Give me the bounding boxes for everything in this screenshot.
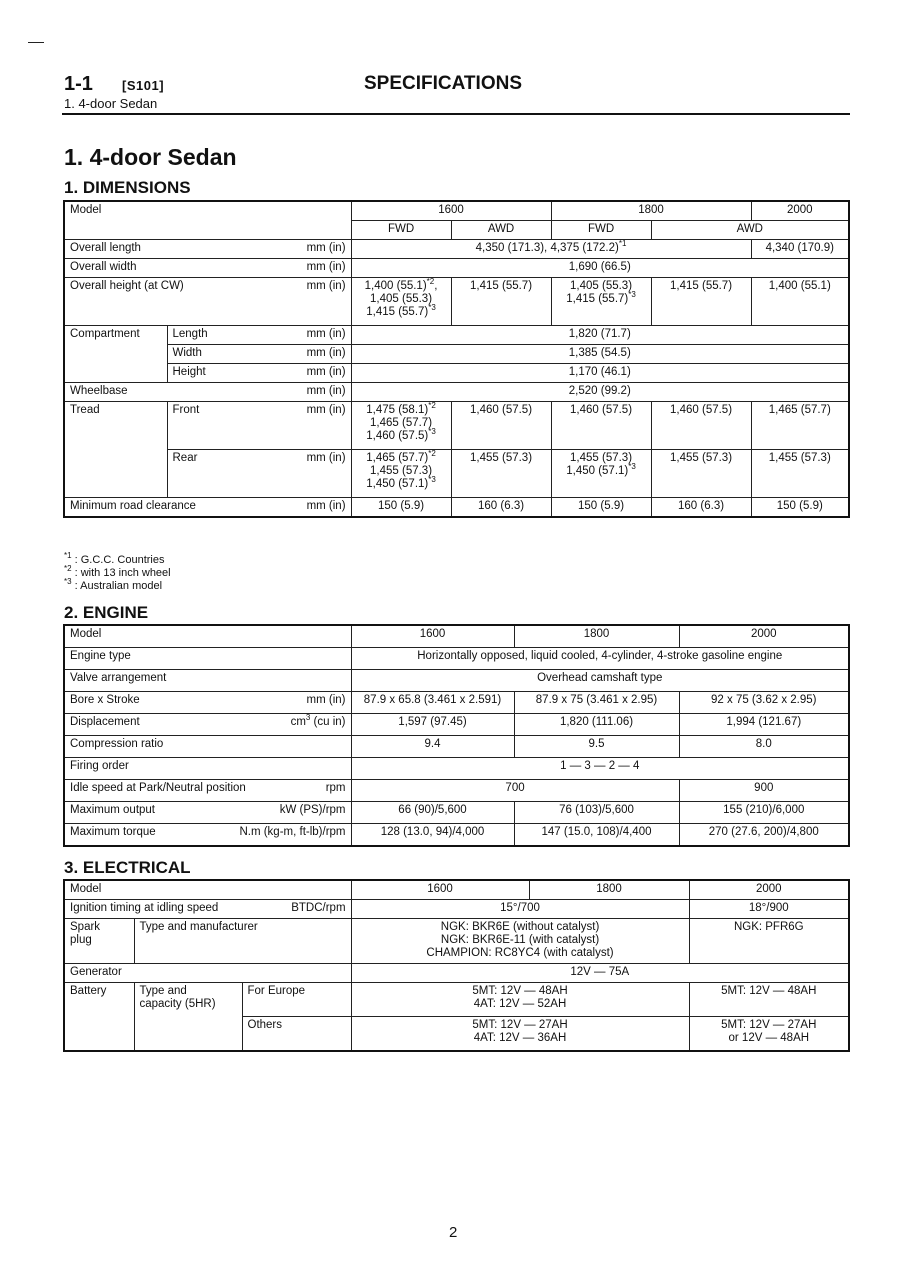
unit: rpm — [264, 780, 351, 802]
sub-label: Height — [167, 364, 289, 383]
row-label: Ignition timing at idling speed BTDC/rpm — [64, 900, 351, 919]
model-1800: 1800 — [514, 625, 679, 648]
unit: $cm^3$ (cu in) — [264, 714, 351, 736]
model-2000: 2000 — [689, 880, 849, 900]
drive-fwd: FWD — [351, 221, 451, 240]
cell-value: 1,415 (55.7) — [651, 278, 751, 326]
model-1800: 1800 — [551, 201, 751, 221]
cell-value: 270 (27.6, 200)/4,800 — [679, 824, 849, 847]
cell-value: 5MT: 12V — 48AH 4AT: 12V — 52AH — [351, 983, 689, 1017]
table-row — [64, 802, 849, 824]
table-row — [64, 259, 849, 278]
cell-value: 92 x 75 (3.62 x 2.95) — [679, 692, 849, 714]
table-row — [64, 670, 849, 692]
cell-value: 1,405 (55.3) 1,415 $(55.7)^{*3}$ — [551, 278, 651, 326]
cell-value: 76 (103)/5,600 — [514, 802, 679, 824]
unit: mm (in) — [289, 498, 351, 518]
table-row — [64, 402, 849, 450]
table-row — [64, 780, 849, 802]
cell-value: 1,400 (55.1) — [751, 278, 849, 326]
cell-value: 1,465 $(57.7)^{*2}$ 1,455 (57.3) 1,450 $(57.1)^{*3}$ — [351, 450, 451, 498]
model-label: Model — [64, 625, 351, 648]
row-label: Overall length — [64, 240, 289, 259]
footnote: $^{*3}$ : Australian model — [64, 577, 163, 592]
row-label: Generator — [64, 964, 351, 983]
section-number: 1-1 — [64, 73, 93, 95]
cell-value: 1,170 (46.1) — [351, 364, 849, 383]
cell-value: 1,460 (57.5) — [551, 402, 651, 450]
sub-label: Length — [167, 326, 289, 345]
cell-value: 900 — [679, 780, 849, 802]
table-row — [64, 498, 849, 518]
cell-value: 66 (90)/5,600 — [351, 802, 514, 824]
table-row — [64, 983, 849, 1017]
cell-value: 1,455 (57.3) — [751, 450, 849, 498]
cell-value: 2,520 (99.2) — [351, 383, 849, 402]
sub-label: Type and capacity (5HR) — [134, 983, 242, 1051]
model-1600: 1600 — [351, 880, 529, 900]
row-label: Overall height (at CW) — [64, 278, 289, 326]
sub-label: Type and manufacturer — [134, 919, 351, 964]
table-row — [64, 648, 849, 670]
page-title: SPECIFICATIONS — [364, 73, 522, 94]
model-label: Model — [64, 201, 351, 240]
drive-fwd: FWD — [551, 221, 651, 240]
table-row — [64, 824, 849, 847]
cell-value: 4,340 (170.9) — [751, 240, 849, 259]
sub-label: Front — [167, 402, 289, 450]
row-label: Tread — [64, 402, 167, 498]
cell-value: 1,455 (57.3) — [651, 450, 751, 498]
dimensions-table — [63, 200, 850, 518]
cell-value: 5MT: 12V — 27AH or 12V — 48AH — [689, 1017, 849, 1051]
table-row — [64, 364, 849, 383]
cell-value: 1,994 (121.67) — [679, 714, 849, 736]
sub-label: For Europe — [242, 983, 351, 1017]
sub-label: Width — [167, 345, 289, 364]
page-number: 2 — [449, 1224, 458, 1241]
row-label: Compression ratio — [64, 736, 351, 758]
cell-value: NGK: BKR6E (without catalyst) NGK: BKR6E-11 (with catalyst) CHAMPION: RC8YC4 (with catalyst) — [351, 919, 689, 964]
drive-awd: AWD — [651, 221, 849, 240]
cell-value: 150 (5.9) — [351, 498, 451, 518]
cell-value: 160 (6.3) — [451, 498, 551, 518]
unit: mm (in) — [289, 278, 351, 326]
section-code: [S101] — [122, 78, 165, 93]
engine-title: 2. ENGINE — [64, 603, 149, 622]
row-label: Maximum output — [64, 802, 264, 824]
cell-value: 1,465 (57.7) — [751, 402, 849, 450]
cell-value: 150 (5.9) — [751, 498, 849, 518]
cell-value: 1 — 3 — 2 — 4 — [351, 758, 849, 780]
electrical-title: 3. ELECTRICAL — [64, 858, 191, 877]
footnotes — [64, 551, 171, 593]
cell-value: 5MT: 12V — 48AH — [689, 983, 849, 1017]
unit: kW (PS)/rpm — [264, 802, 351, 824]
table-row — [64, 240, 849, 259]
drive-awd: AWD — [451, 221, 551, 240]
table-row — [64, 736, 849, 758]
cell-value: 12V — 75A — [351, 964, 849, 983]
cell-value: 1,460 (57.5) — [451, 402, 551, 450]
cell-value: 15°/700 — [351, 900, 689, 919]
table-row — [64, 278, 849, 326]
cell-value: 160 (6.3) — [651, 498, 751, 518]
cell-value: Horizontally opposed, liquid cooled, 4-cylinder, 4-stroke gasoline engine — [351, 648, 849, 670]
cell-value: 9.4 — [351, 736, 514, 758]
table-row — [64, 625, 849, 648]
row-label: Engine type — [64, 648, 351, 670]
cell-value: 147 (15.0, 108)/4,400 — [514, 824, 679, 847]
cell-value: 1,385 (54.5) — [351, 345, 849, 364]
margin-mark — [28, 42, 44, 43]
row-label: Spark plug — [64, 919, 134, 964]
model-2000: 2000 — [751, 201, 849, 221]
footnote: $^{*1}$ : G.C.C. Countries — [64, 551, 165, 566]
row-label: Bore x Stroke — [64, 692, 264, 714]
row-label: Overall width — [64, 259, 289, 278]
unit: mm (in) — [289, 345, 351, 364]
table-row — [64, 383, 849, 402]
cell-value: 1,820 (71.7) — [351, 326, 849, 345]
cell-value: 700 — [351, 780, 679, 802]
table-row — [64, 714, 849, 736]
cell-value: 1,597 (97.45) — [351, 714, 514, 736]
row-label: Battery — [64, 983, 134, 1051]
unit: mm (in) — [289, 240, 351, 259]
unit: mm (in) — [289, 383, 351, 402]
table-row — [64, 692, 849, 714]
unit: mm (in) — [289, 450, 351, 498]
cell-value: 155 (210)/6,000 — [679, 802, 849, 824]
row-label: Maximum torque N.m (kg-m, ft-lb)/rpm — [64, 824, 351, 847]
cell-value: 1,690 (66.5) — [351, 259, 849, 278]
cell-value: NGK: PFR6G — [689, 919, 849, 964]
model-2000: 2000 — [679, 625, 849, 648]
unit: mm (in) — [289, 326, 351, 345]
cell-value: 150 (5.9) — [551, 498, 651, 518]
cell-value: 1,400 $(55.1)^{*2}$, 1,405 (55.3) 1,415 $(55.7)^{*3}$ — [351, 278, 451, 326]
model-1800: 1800 — [529, 880, 689, 900]
sub-label: Rear — [167, 450, 289, 498]
cell-value: Overhead camshaft type — [351, 670, 849, 692]
table-row — [64, 900, 849, 919]
sub-label: Others — [242, 1017, 351, 1051]
cell-value: 87.9 x 75 (3.461 x 2.95) — [514, 692, 679, 714]
row-label: Compartment — [64, 326, 167, 383]
unit: mm (in) — [289, 259, 351, 278]
table-row — [64, 758, 849, 780]
row-label: Minimum road clearance — [64, 498, 289, 518]
table-row — [64, 326, 849, 345]
main-title: 1. 4-door Sedan — [64, 144, 237, 170]
row-label: Idle speed at Park/Neutral position — [64, 780, 264, 802]
model-1600: 1600 — [351, 201, 551, 221]
table-row — [64, 919, 849, 964]
unit: mm (in) — [289, 364, 351, 383]
row-label: Valve arrangement — [64, 670, 351, 692]
table-row — [64, 345, 849, 364]
cell-value: 8.0 — [679, 736, 849, 758]
header-rule — [62, 113, 850, 115]
cell-value: 1,820 (111.06) — [514, 714, 679, 736]
cell-value: 128 (13.0, 94)/4,000 — [351, 824, 514, 847]
cell-value: 1,455 (57.3) — [451, 450, 551, 498]
engine-table — [63, 624, 850, 847]
cell-value: 4,350 (171.3), 4,375 $(172.2)^{*1}$ — [351, 240, 751, 259]
row-label: Displacement — [64, 714, 264, 736]
row-label: Wheelbase — [64, 383, 289, 402]
electrical-table — [63, 879, 850, 1052]
model-1600: 1600 — [351, 625, 514, 648]
cell-value: 5MT: 12V — 27AH 4AT: 12V — 36AH — [351, 1017, 689, 1051]
table-row — [64, 880, 849, 900]
cell-value: 1,460 (57.5) — [651, 402, 751, 450]
cell-value: 87.9 x 65.8 (3.461 x 2.591) — [351, 692, 514, 714]
cell-value: 1,415 (55.7) — [451, 278, 551, 326]
section-subheading: 1. 4-door Sedan — [64, 96, 158, 111]
table-row — [64, 964, 849, 983]
cell-value: 1,455 (57.3) 1,450 $(57.1)^{*3}$ — [551, 450, 651, 498]
cell-value: 9.5 — [514, 736, 679, 758]
cell-value: 18°/900 — [689, 900, 849, 919]
cell-value: 1,475 $(58.1)^{*2}$ 1,465 (57.7) 1,460 $(57.5)^{*3}$ — [351, 402, 451, 450]
unit: mm (in) — [264, 692, 351, 714]
table-row — [64, 201, 849, 221]
dimensions-title: 1. DIMENSIONS — [64, 178, 191, 197]
table-row — [64, 450, 849, 498]
model-label: Model — [64, 880, 351, 900]
row-label: Firing order — [64, 758, 351, 780]
unit: mm (in) — [289, 402, 351, 450]
footnote: $^{*2}$ : with 13 inch wheel — [64, 564, 171, 579]
